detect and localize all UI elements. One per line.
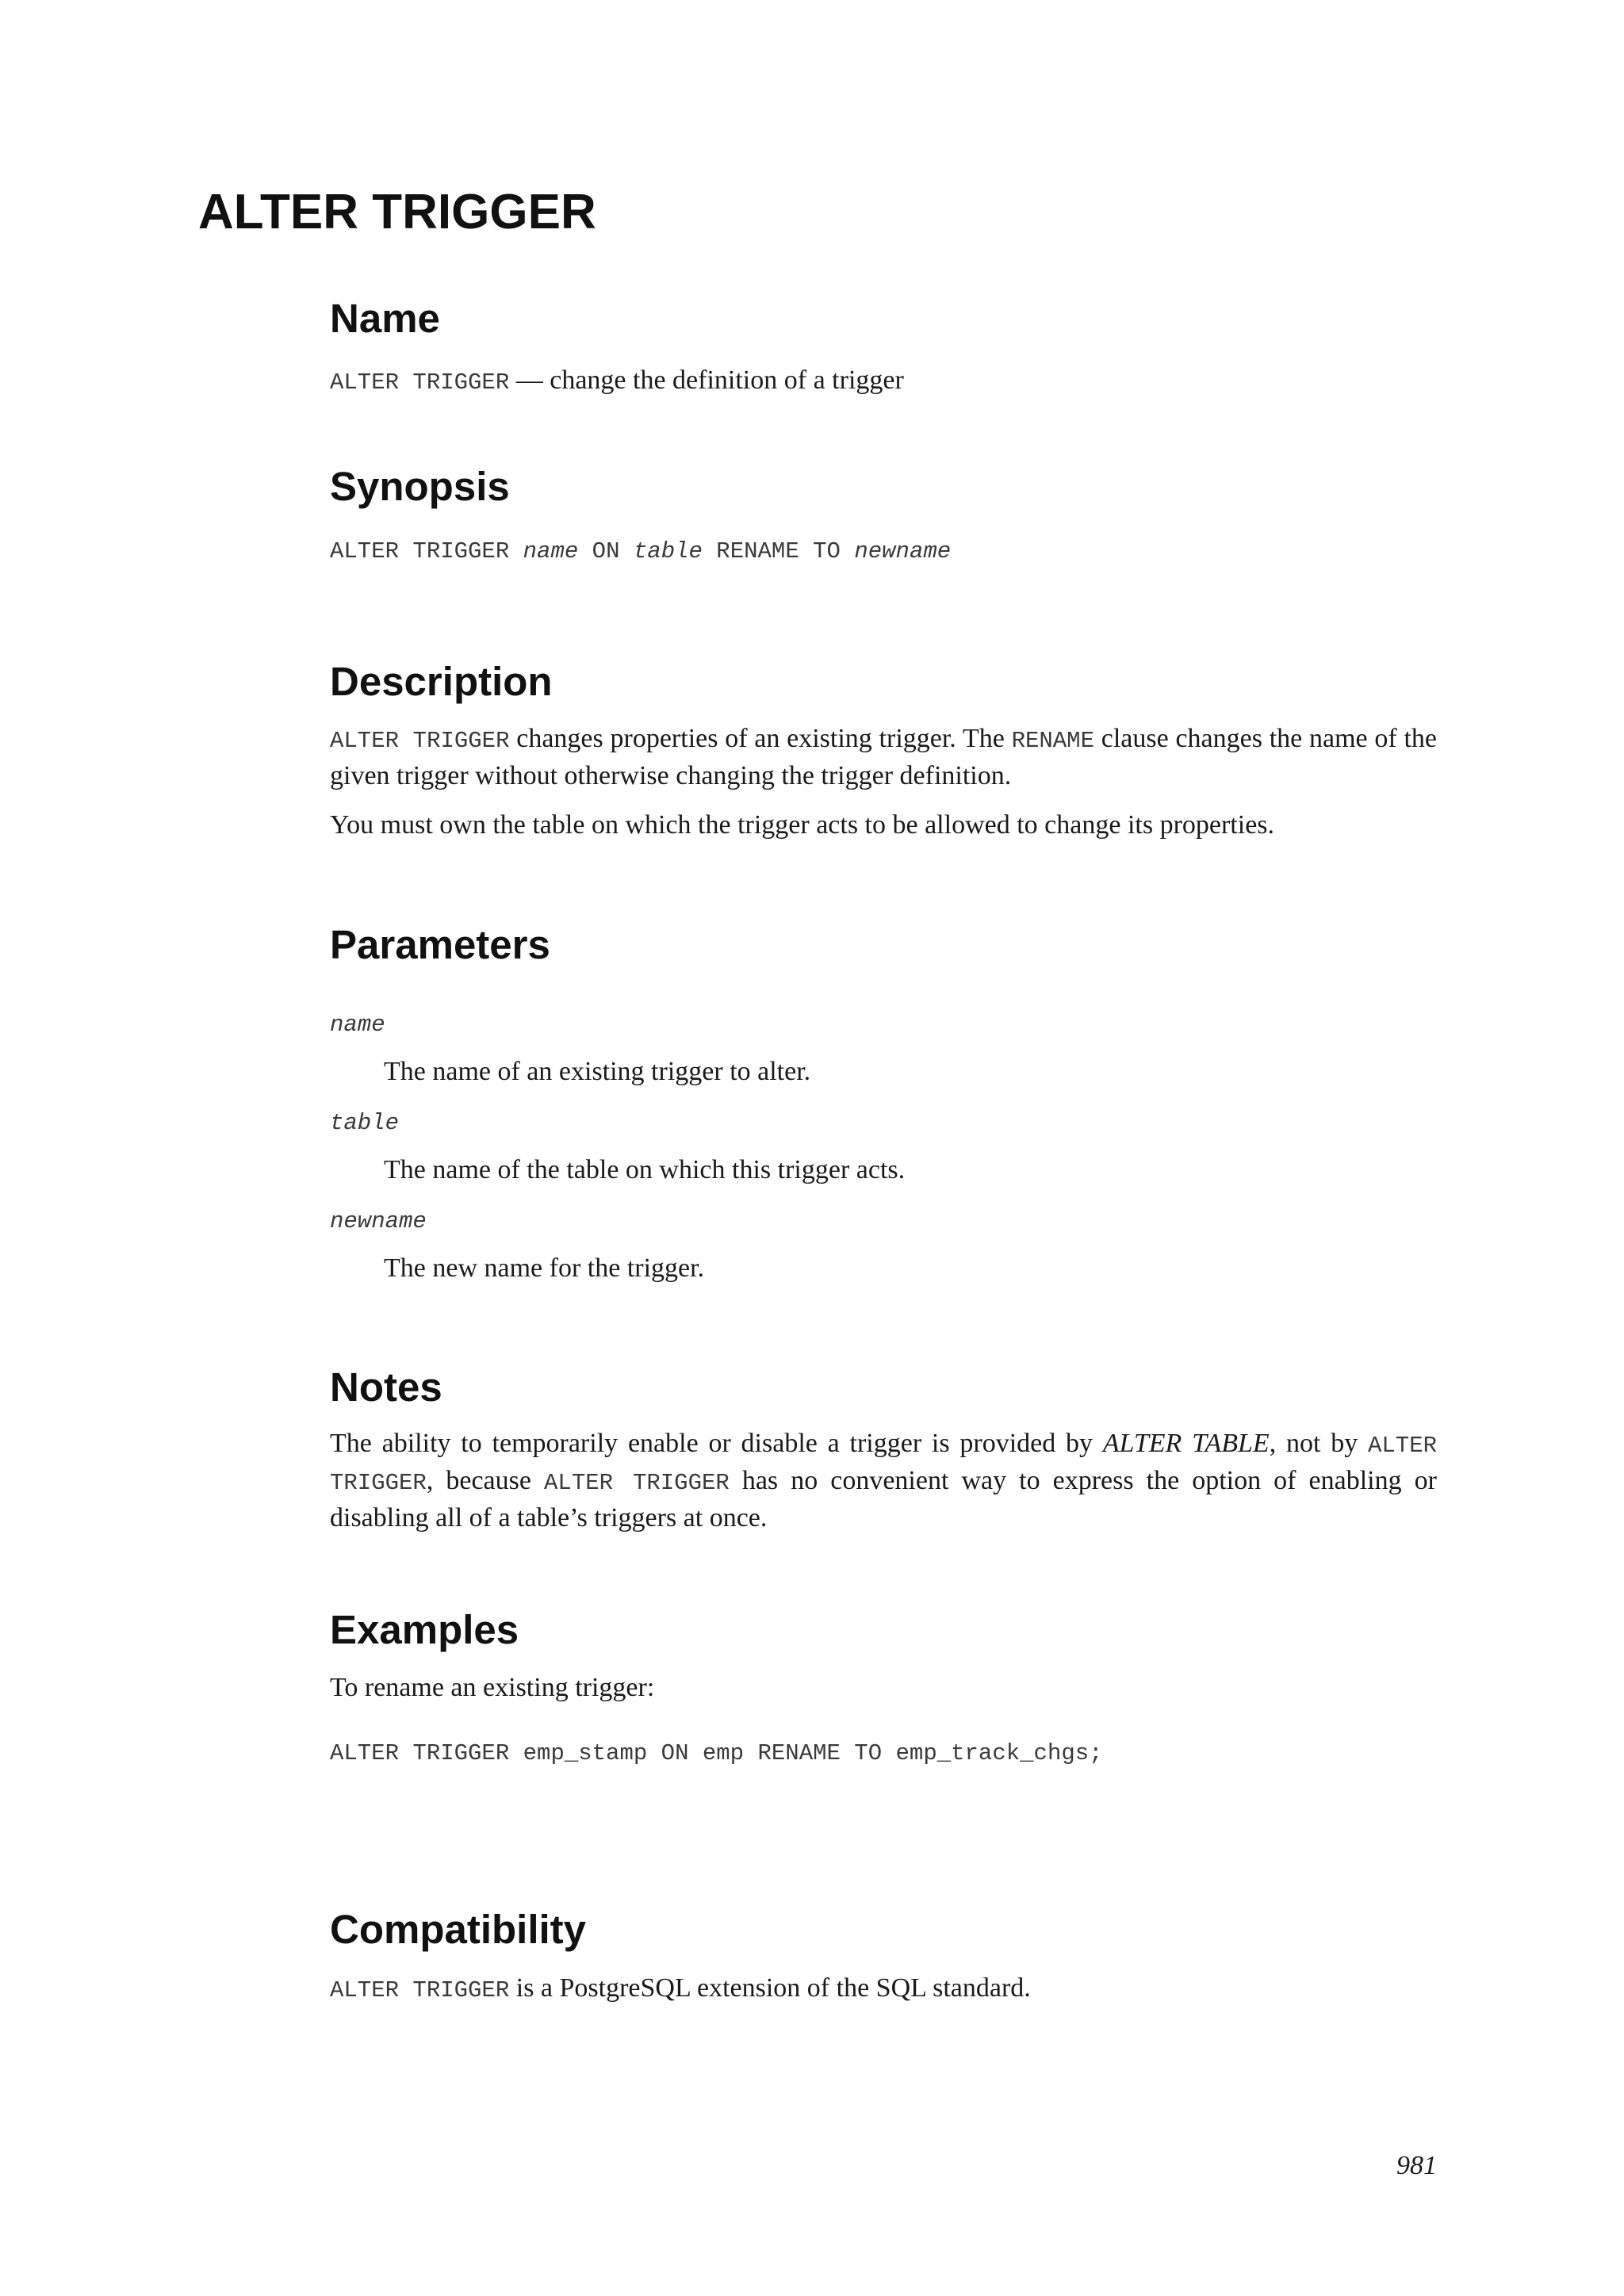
synopsis-code (330, 536, 951, 568)
name-summary (330, 363, 1437, 400)
compatibility-heading: Compatibility (330, 1907, 587, 1952)
description-heading: Description (330, 659, 553, 704)
param-term-table: table (330, 1110, 400, 1136)
synopsis-arg-newname: newname (854, 538, 952, 564)
notes-text-b: , not by (1269, 1429, 1368, 1458)
synopsis-keyword-alter: ALTER TRIGGER (330, 538, 523, 564)
description-paragraph-2: You must own the table on which the trigger acts to be allowed to change its properties. (330, 810, 1275, 840)
compatibility-text: is a PostgreSQL extension of the SQL standard. (509, 1973, 1031, 2003)
param-term-newname: newname (330, 1208, 427, 1234)
description-command: ALTER TRIGGER (330, 728, 510, 754)
examples-intro: To rename an existing trigger: (330, 1673, 655, 1702)
compatibility-command: ALTER TRIGGER (330, 1977, 510, 2003)
synopsis-keyword-rename: RENAME TO (702, 538, 855, 564)
parameters-heading: Parameters (330, 922, 550, 967)
name-heading: Name (330, 296, 440, 341)
name-summary-text: — change the definition of a trigger (509, 365, 904, 395)
page-number: 981 (1396, 2151, 1437, 2180)
example-code-block: ALTER TRIGGER emp_stamp ON emp RENAME TO emp_track_chgs; (330, 1740, 1103, 1766)
examples-heading: Examples (330, 1607, 519, 1652)
synopsis-arg-name: name (523, 538, 579, 564)
description-clause: RENAME (1011, 728, 1094, 754)
param-term-name: name (330, 1012, 385, 1038)
synopsis-keyword-on: ON (578, 538, 634, 564)
compatibility-paragraph (330, 1971, 1437, 2008)
notes-paragraph (330, 1426, 1437, 1536)
notes-command-2: ALTER TRIGGER (544, 1470, 730, 1496)
notes-heading: Notes (330, 1364, 442, 1410)
description-text-a: changes properties of an existing trigger. The (509, 724, 1012, 753)
notes-text-c: , because (426, 1466, 545, 1495)
description-text-b: clause changes the name of the given trigger without otherwise changing the trigger definition. (330, 724, 1437, 790)
notes-text-d: has no convenient way to express the option of enabling or disabling all of a table’s triggers at once. (330, 1466, 1437, 1533)
param-definition-name: The name of an existing trigger to alter. (384, 1057, 811, 1086)
synopsis-heading: Synopsis (330, 464, 510, 509)
notes-command-1: ALTER TRIGGER (330, 1433, 1438, 1496)
param-definition-newname: The new name for the trigger. (384, 1253, 705, 1283)
description-paragraph-1 (330, 721, 1437, 794)
page-title: ALTER TRIGGER (198, 185, 596, 239)
synopsis-arg-table: table (633, 538, 703, 564)
name-command: ALTER TRIGGER (330, 369, 510, 396)
notes-alter-table-ref: ALTER TABLE (1102, 1429, 1270, 1458)
param-definition-table: The name of the table on which this trigger acts. (384, 1155, 906, 1184)
notes-text-a: The ability to temporarily enable or disable a trigger is provided by (330, 1429, 1103, 1458)
